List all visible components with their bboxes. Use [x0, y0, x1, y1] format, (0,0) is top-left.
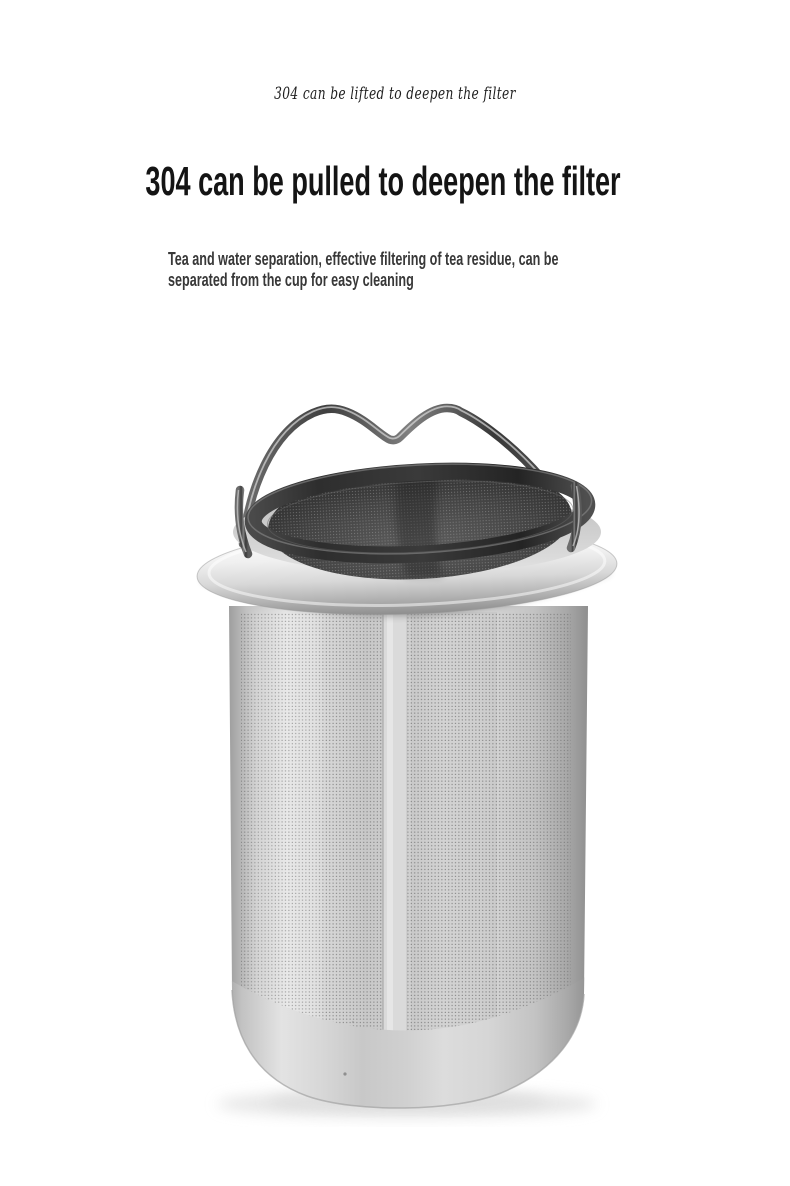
product-image	[155, 382, 635, 1127]
page-title: 304 can be pulled to deepen the filter	[145, 158, 621, 204]
subtitle	[168, 249, 558, 291]
filter-body	[223, 606, 590, 1127]
script-caption: 304 can be lifted to deepen the filter	[274, 84, 516, 104]
seam-strip	[383, 606, 407, 1092]
subtitle-line-2: separated from the cup for easy cleaning	[168, 270, 414, 290]
subtitle-line-1: Tea and water separation, effective filtering of tea residue, can be	[168, 249, 559, 269]
